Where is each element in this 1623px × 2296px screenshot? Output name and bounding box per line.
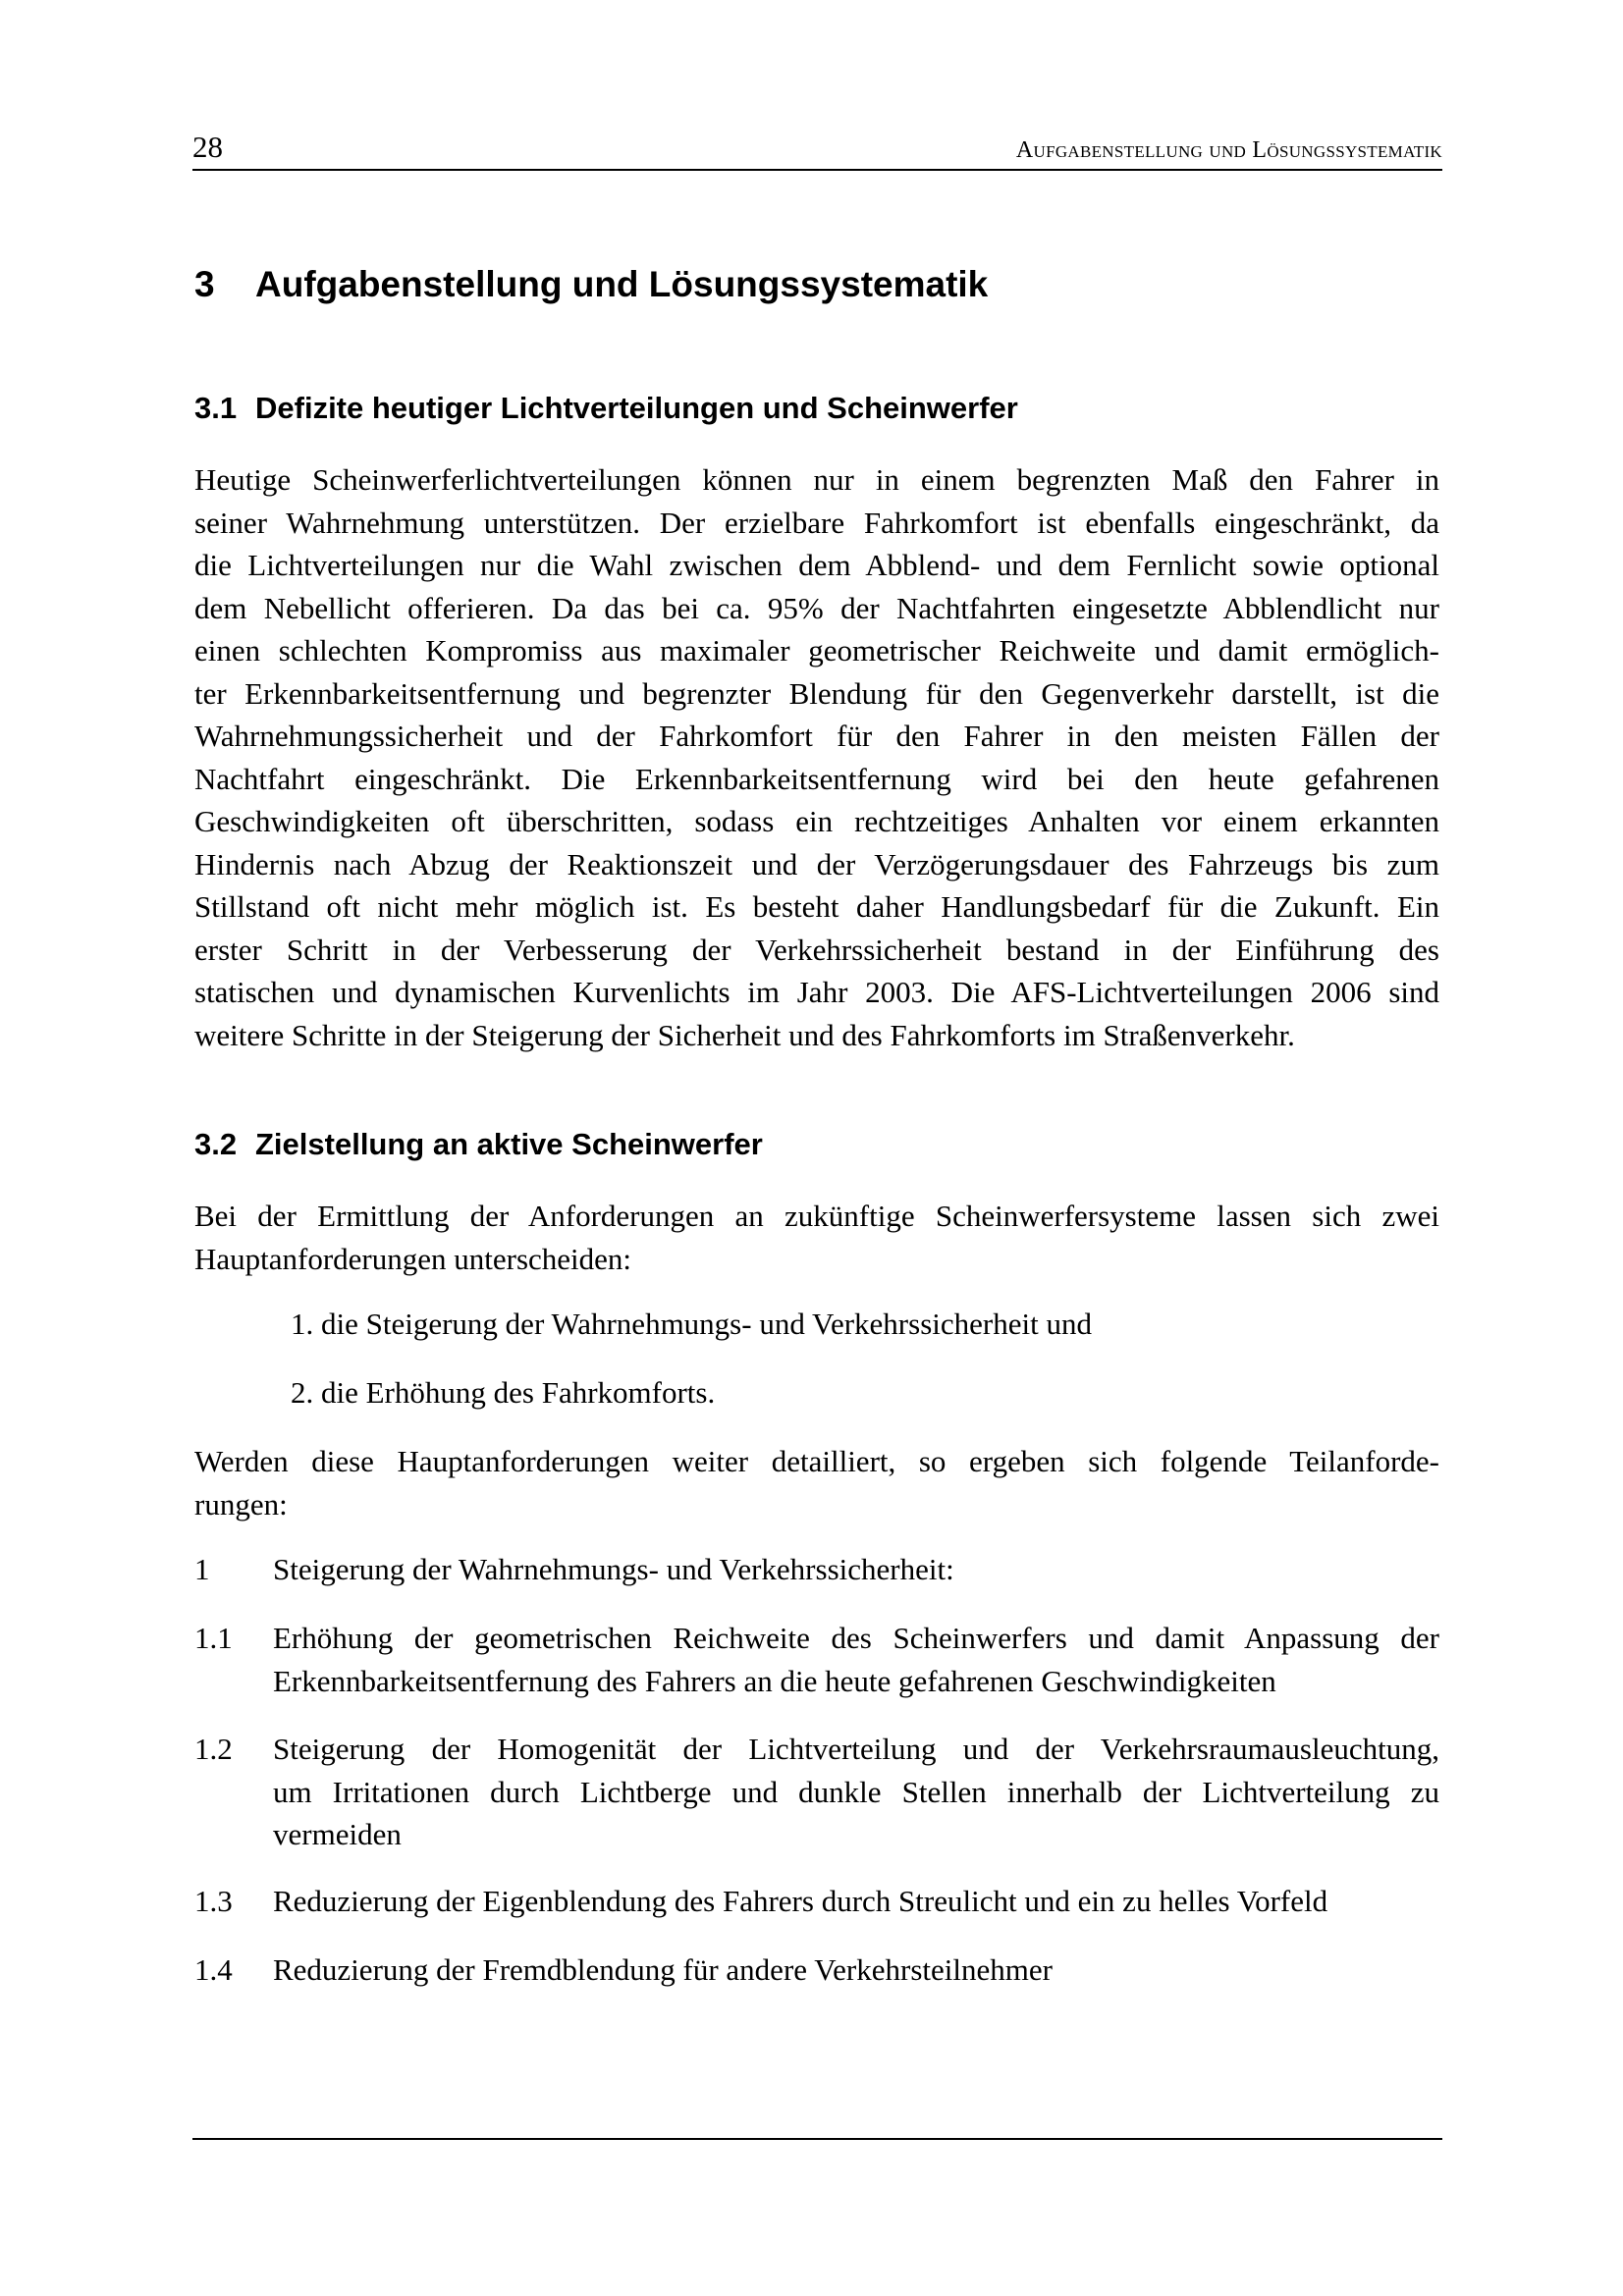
text-line: dem Nebellicht offerieren. Da das bei ca. 95% der Nachtfahrten eingesetzte Abblendlicht nur xyxy=(194,590,1439,625)
requirement-number: 1.3 xyxy=(194,1884,233,1918)
text-line: Hauptanforderungen unterscheiden: xyxy=(194,1241,632,1276)
text-line: Geschwindigkeiten oft überschritten, sodass ein rechtzeitiges Anhalten vor einem erkannten xyxy=(194,804,1439,838)
main-requirement-item: 2. die Erhöhung des Fahrkomforts. xyxy=(291,1375,716,1410)
text-line: Reduzierung der Eigenblendung des Fahrers durch Streulicht und ein zu helles Vorfeld xyxy=(273,1884,1328,1918)
section-number: 3.1 xyxy=(194,391,238,425)
paragraph-detail-intro xyxy=(194,1440,1439,1525)
chapter-number: 3 xyxy=(194,264,215,304)
section-heading-3-2 xyxy=(194,1126,763,1163)
page-number: 28 xyxy=(192,130,223,164)
running-header xyxy=(192,126,1442,171)
text-line: rungen: xyxy=(194,1486,288,1522)
text-line: Stillstand oft nicht mehr möglich ist. Es besteht daher Handlungsbedarf für die Zukunft. Ein xyxy=(194,889,1439,924)
running-title: Aufgabenstellung und Lösungssystematik xyxy=(1015,137,1442,163)
section-title: Defizite heutiger Lichtverteilungen und Scheinwerfer xyxy=(255,391,1018,425)
text-line: Wahrnehmungssicherheit und der Fahrkomfort für den Fahrer in den meisten Fällen der xyxy=(194,719,1439,753)
requirement-number: 1.4 xyxy=(194,1952,233,1987)
paragraph-intro xyxy=(194,1195,1439,1280)
section-heading-3-1 xyxy=(194,390,1018,427)
requirement-number: 1 xyxy=(194,1552,210,1586)
text-line: Nachtfahrt eingeschränkt. Die Erkennbarkeitsentfernung wird bei den heute gefahrenen xyxy=(194,761,1439,796)
footer-rule xyxy=(192,2138,1442,2140)
text-line: um Irritationen durch Lichtberge und dunkle Stellen innerhalb der Lichtverteilung zu xyxy=(273,1774,1439,1809)
text-line: Heutige Scheinwerferlichtverteilungen können nur in einem begrenzten Maß den Fahrer in xyxy=(194,462,1439,497)
text-line: Werden diese Hauptanforderungen weiter detailliert, so ergeben sich folgende Teilanforde- xyxy=(194,1444,1439,1478)
paragraph-deficits xyxy=(194,458,1439,1056)
text-line: Steigerung der Wahrnehmungs- und Verkehrssicherheit: xyxy=(273,1552,954,1586)
text-line: ter Erkennbarkeitsentfernung und begrenzter Blendung für den Gegenverkehr darstellt, ist die xyxy=(194,675,1439,711)
section-title: Zielstellung an aktive Scheinwerfer xyxy=(255,1127,763,1161)
text-line: Erkennbarkeitsentfernung des Fahrers an die heute gefahrenen Geschwindigkeiten xyxy=(273,1663,1276,1698)
text-line: erster Schritt in der Verbesserung der Verkehrssicherheit bestand in der Einführung des xyxy=(194,932,1439,967)
text-line: seiner Wahrnehmung unterstützen. Der erzielbare Fahrkomfort ist ebenfalls eingeschränkt, da xyxy=(194,505,1439,540)
chapter-title: Aufgabenstellung und Lösungssystematik xyxy=(255,264,989,304)
text-line: weitere Schritte in der Steigerung der Sicherheit und des Fahrkomforts im Straßenverkehr. xyxy=(194,1017,1295,1052)
text-line: Hindernis nach Abzug der Reaktionszeit und der Verzögerungsdauer des Fahrzeugs bis zum xyxy=(194,846,1439,881)
text-line: die Lichtverteilungen nur die Wahl zwischen dem Abblend- und dem Fernlicht sowie optional xyxy=(194,548,1439,582)
text-line: einen schlechten Kompromiss aus maximaler geometrischer Reichweite und damit ermöglich- xyxy=(194,633,1439,667)
chapter-heading xyxy=(194,263,988,306)
text-line: Reduzierung der Fremdblendung für andere Verkehrsteilnehmer xyxy=(273,1952,1053,1987)
text-line: statischen und dynamischen Kurvenlichts im Jahr 2003. Die AFS-Lichtverteilungen 2006 sind xyxy=(194,975,1439,1009)
text-line: Bei der Ermittlung der Anforderungen an zukünftige Scheinwerfersysteme lassen sich zwei xyxy=(194,1199,1439,1233)
main-requirement-item: 1. die Steigerung der Wahrnehmungs- und Verkehrssicherheit und xyxy=(291,1307,1092,1341)
text-line: vermeiden xyxy=(273,1817,402,1851)
text-line: Steigerung der Homogenität der Lichtverteilung und der Verkehrsraumausleuchtung, xyxy=(273,1732,1439,1766)
requirement-number: 1.1 xyxy=(194,1621,233,1655)
text-line: Erhöhung der geometrischen Reichweite des Scheinwerfers und damit Anpassung der xyxy=(273,1621,1439,1655)
section-number: 3.2 xyxy=(194,1127,238,1161)
requirement-number: 1.2 xyxy=(194,1732,233,1766)
